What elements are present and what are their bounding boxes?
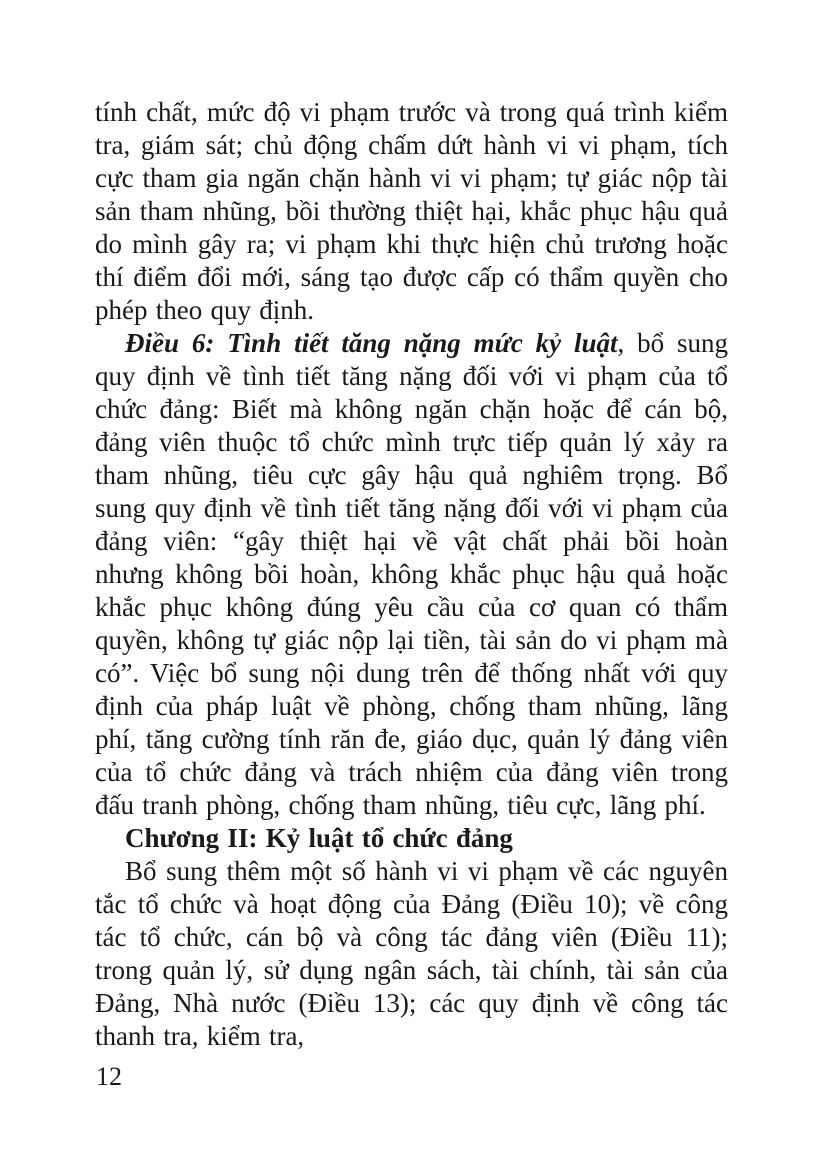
page-number: 12 — [96, 1062, 122, 1091]
chapter-heading: Chương II: Kỷ luật tổ chức đảng — [125, 823, 513, 853]
paragraph-chuong-2: Bổ sung thêm một số hành vi vi phạm về các nguyên tắc tổ chức và hoạt động của Đảng (Điều 10); về công tác tổ chức, cán bộ và công tác đảng viên (Điều 11); trong quản lý, sử dụng ngân sách, tài chính, tài sản của Đảng, Nhà nước (Điều 13); các quy định về công tác thanh tra, kiểm tra, — [95, 856, 728, 1051]
paragraph-body: , bổ sung quy định về tình tiết tăng nặng đối với vi phạm của tổ chức đảng: Biết mà không ngăn chặn hoặc để cán bộ, đảng viên thuộc tổ chức mình trực tiếp quản lý xảy ra tham nhũng, tiêu cực gây hậu quả nghiêm trọng. Bổ sung quy định về tình tiết tăng nặng đối với vi phạm của đảng viên: “gây thiệt hại về vật chất phải bồi hoàn nhưng không bồi hoàn, không khắc phục hậu quả hoặc khắc phục không đúng yêu cầu của cơ quan có thẩm quyền, không tự giác nộp lại tiền, tài sản do vi phạm mà có”. Việc bổ sung nội dung trên để thống nhất với quy định của pháp luật về phòng, chống tham nhũng, lãng phí, tăng cường tính răn đe, giáo dục, quản lý đảng viên của tổ chức đảng và trách nhiệm của đảng viên trong đấu tranh phòng, chống tham nhũng, tiêu cực, lãng phí. — [95, 328, 728, 820]
paragraph-dieu-6 — [95, 327, 728, 822]
paragraph-continuation: tính chất, mức độ vi phạm trước và trong quá trình kiểm tra, giám sát; chủ động chấm dứt hành vi vi phạm, tích cực tham gia ngăn chặn hành vi vi phạm; tự giác nộp tài sản tham nhũng, bồi thường thiệt hại, khắc phục hậu quả do mình gây ra; vi phạm khi thực hiện chủ trương hoặc thí điểm đổi mới, sáng tạo được cấp có thẩm quyền cho phép theo quy định. — [95, 97, 728, 325]
page-text — [95, 96, 728, 1053]
article-title: Điều 6: Tình tiết tăng nặng mức kỷ luật — [125, 328, 618, 358]
